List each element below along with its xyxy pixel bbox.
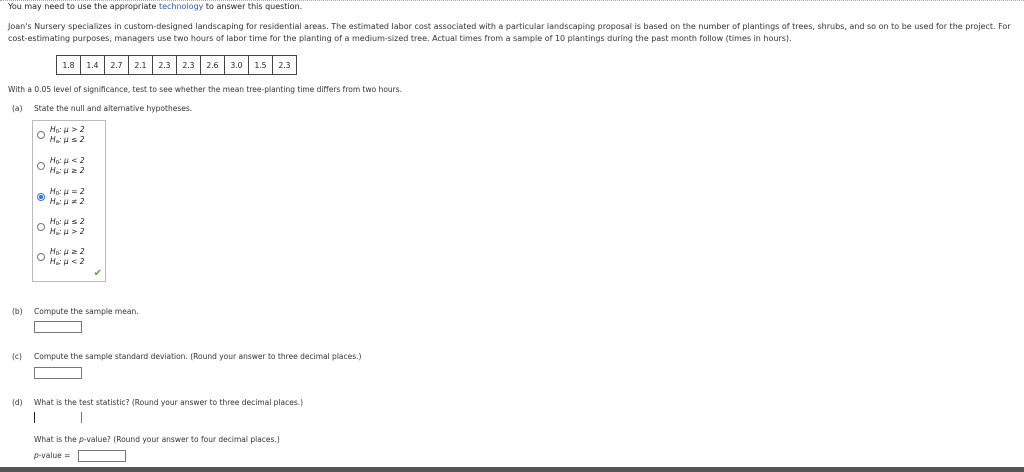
radio-button[interactable] xyxy=(37,131,45,139)
alternative-hypothesis xyxy=(50,227,85,239)
alternative-hypothesis xyxy=(50,166,85,178)
part-d-text: What is the test statistic? (Round your answer to three decimal places.) xyxy=(34,398,304,407)
hypothesis-symbol: H xyxy=(50,247,56,256)
text-cursor xyxy=(34,412,35,423)
part-c-text: Compute the sample standard deviation. (Round your answer to three decimal places.) xyxy=(34,352,362,361)
hypothesis-statement: : μ ≥ 2 xyxy=(59,247,85,256)
hypothesis-subscript: a xyxy=(55,201,60,207)
hypothesis-subscript: 0 xyxy=(55,251,60,257)
hypothesis-symbol: H xyxy=(50,135,56,144)
hypothesis-symbol: H xyxy=(50,257,56,266)
input-edge xyxy=(81,412,82,423)
hypothesis-subscript: a xyxy=(55,139,60,145)
hypothesis-statement: : μ ≤ 2 xyxy=(59,135,85,144)
hypothesis-statement: : μ > 2 xyxy=(59,227,85,236)
p-value-question xyxy=(34,435,280,444)
hypothesis-option[interactable] xyxy=(33,185,103,209)
problem-intro: Joan's Nursery specializes in custom-designed landscaping for residential areas. The estimated labor cost associated with a particular landscaping proposal is based on the number of plantings of trees, shrubs, and so on to be used for the project. For cost-estimating purposes, managers use two hours of labor time for the planting of a medium-sized tree. Actual times from a sample of 10 plantings during the past month follow (times in hours). xyxy=(8,22,1011,43)
p-value-question-var: p xyxy=(79,435,84,444)
part-d-prompt xyxy=(12,398,303,407)
hypothesis-symbol: H xyxy=(50,166,56,175)
hypothesis-option[interactable] xyxy=(33,245,103,269)
technology-link[interactable]: technology xyxy=(158,2,204,11)
data-cell: 2.3 xyxy=(273,56,297,75)
bottom-scrollbar xyxy=(0,467,1024,472)
hypothesis-symbol: H xyxy=(50,156,56,165)
part-b-label: (b) xyxy=(12,307,23,316)
hypothesis-statement: : μ ≥ 2 xyxy=(59,166,85,175)
hypothesis-subscript: 0 xyxy=(55,221,60,227)
hypothesis-symbol: H xyxy=(50,217,56,226)
data-cell: 1.5 xyxy=(249,56,273,75)
hypothesis-statement: : μ ≤ 2 xyxy=(59,217,85,226)
p-value-question-suffix: -value? (Round your answer to four decimal places.) xyxy=(83,435,280,444)
radio-button[interactable] xyxy=(37,193,45,201)
alternative-hypothesis xyxy=(50,135,85,147)
alternative-hypothesis xyxy=(50,257,85,269)
hypothesis-subscript: 0 xyxy=(55,129,60,135)
test-statistic-input[interactable] xyxy=(34,412,82,424)
p-value-label xyxy=(34,451,70,460)
p-value-label-var: p xyxy=(34,451,39,460)
notice-suffix: to answer this question. xyxy=(203,2,303,11)
radio-button[interactable] xyxy=(37,162,45,170)
hypothesis-option[interactable] xyxy=(33,215,103,239)
hypothesis-subscript: a xyxy=(55,170,60,176)
notice-prefix: You may need to use the appropriate xyxy=(8,2,159,11)
sample-mean-input[interactable] xyxy=(34,321,82,333)
data-cell: 2.3 xyxy=(153,56,177,75)
hypothesis-option[interactable] xyxy=(33,154,103,178)
hypothesis-choices xyxy=(32,120,106,282)
part-b-prompt xyxy=(12,307,139,316)
part-b-text: Compute the sample mean. xyxy=(34,307,139,316)
hypothesis-symbol: H xyxy=(50,227,56,236)
p-value-question-prefix: What is the xyxy=(34,435,80,444)
hypothesis-option[interactable] xyxy=(33,123,103,147)
data-table xyxy=(56,55,297,75)
hypothesis-statement: : μ < 2 xyxy=(59,156,85,165)
part-a-text: State the null and alternative hypotheses. xyxy=(34,104,193,113)
part-c-label: (c) xyxy=(12,352,22,361)
data-cell: 1.8 xyxy=(57,56,81,75)
hypothesis-subscript: 0 xyxy=(55,160,60,166)
hypothesis-symbol: H xyxy=(50,125,56,134)
p-value-label-suffix: -value = xyxy=(38,451,71,460)
data-cell: 2.3 xyxy=(177,56,201,75)
data-cell: 3.0 xyxy=(225,56,249,75)
sample-std-input[interactable] xyxy=(34,367,82,379)
hypothesis-statement: : μ < 2 xyxy=(59,257,85,266)
hypothesis-subscript: a xyxy=(55,231,60,237)
hypothesis-statement: : μ > 2 xyxy=(59,125,85,134)
data-cell: 2.7 xyxy=(105,56,129,75)
hypothesis-statement: : μ = 2 xyxy=(59,187,85,196)
part-d-label: (d) xyxy=(12,398,23,407)
radio-button[interactable] xyxy=(37,223,45,231)
hypothesis-symbol: H xyxy=(50,197,56,206)
radio-button[interactable] xyxy=(37,253,45,261)
data-cell: 1.4 xyxy=(81,56,105,75)
part-c-prompt xyxy=(12,352,361,361)
part-a-prompt xyxy=(12,104,192,113)
hypothesis-subscript: a xyxy=(55,261,60,267)
data-cell: 2.6 xyxy=(201,56,225,75)
question-text: With a 0.05 level of significance, test to see whether the mean tree-planting time differs from two hours. xyxy=(8,85,403,94)
data-cell: 2.1 xyxy=(129,56,153,75)
technology-notice xyxy=(8,2,302,11)
hypothesis-statement: : μ ≠ 2 xyxy=(59,197,85,206)
p-value-input[interactable] xyxy=(78,450,126,462)
correct-check-icon: ✔ xyxy=(93,268,102,279)
hypothesis-subscript: 0 xyxy=(55,191,60,197)
hypothesis-symbol: H xyxy=(50,187,56,196)
part-a-label: (a) xyxy=(12,104,23,113)
alternative-hypothesis xyxy=(50,197,85,209)
